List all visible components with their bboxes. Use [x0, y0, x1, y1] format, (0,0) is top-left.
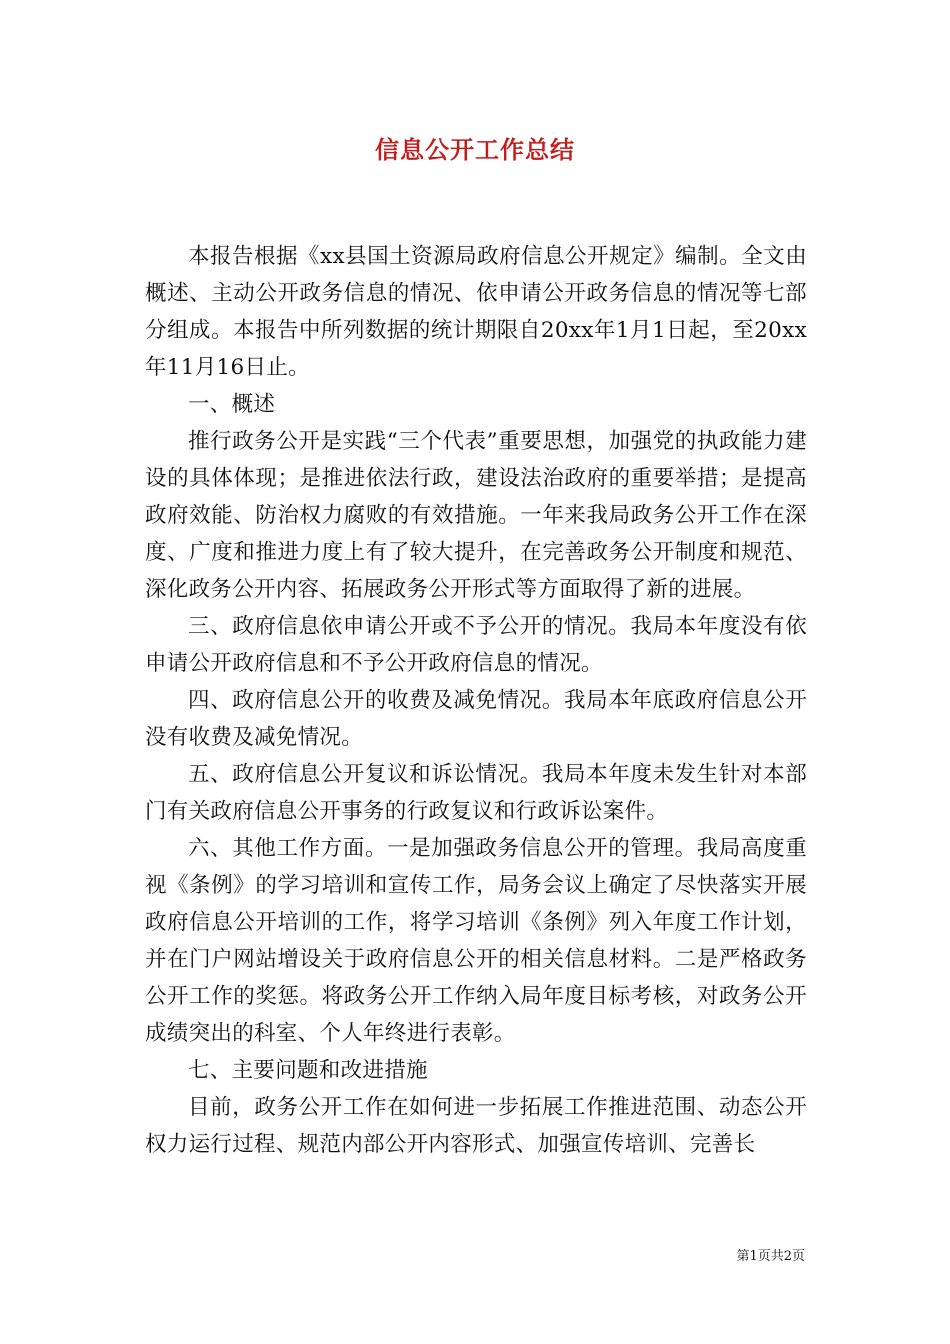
- paragraph-intro: 本报告根据《xx县国土资源局政府信息公开规定》编制。全文由概述、主动公开政务信息的情况、依申请公开政务信息的情况等七部分组成。本报告中所列数据的统计期限自20xx年1月1日起，至20xx年11月16日止。: [145, 244, 807, 380]
- paragraph-section-3: 三、政府信息依申请公开或不予公开的情况。我局本年度没有依申请公开政府信息和不予公开政府信息的情况。: [145, 614, 807, 676]
- paragraph-overview: 推行政务公开是实践“三个代表”重要思想，加强党的执政能力建设的具体体现；是推进依法行政，建设法治政府的重要举措；是提高政府效能、防治权力腐败的有效措施。一年来我局政务公开工作在深度、广度和推进力度上有了较大提升，在完善政务公开制度和规范、深化政务公开内容、拓展政务公开形式等方面取得了新的进展。: [145, 429, 807, 602]
- section-heading-problems: 七、主要问题和改进措施: [188, 1058, 428, 1083]
- paragraph-section-5: 五、政府信息公开复议和诉讼情况。我局本年度未发生针对本部门有关政府信息公开事务的行政复议和行政诉讼案件。: [145, 762, 807, 824]
- paragraph-section-6: 六、其他工作方面。一是加强政务信息公开的管理。我局高度重视《条例》的学习培训和宣传工作，局务会议上确定了尽快落实开展政府信息公开培训的工作，将学习培训《条例》列入年度工作计划，并在门户网站增设关于政府信息公开的相关信息材料。二是严格政务公开工作的奖惩。将政务公开工作纳入局年度目标考核，对政务公开成绩突出的科室、个人年终进行表彰。: [145, 836, 807, 1046]
- page-number: 第1页共2页: [736, 1249, 805, 1264]
- paragraph-section-4: 四、政府信息公开的收费及减免情况。我局本年底政府信息公开没有收费及减免情况。: [145, 688, 807, 750]
- paragraph-problems: 目前，政务公开工作在如何进一步拓展工作推进范围、动态公开权力运行过程、规范内部公开内容形式、加强宣传培训、完善长: [145, 1095, 807, 1157]
- document-title: 信息公开工作总结: [375, 136, 575, 164]
- document-body: [145, 238, 807, 1163]
- section-heading-overview: 一、概述: [188, 392, 276, 417]
